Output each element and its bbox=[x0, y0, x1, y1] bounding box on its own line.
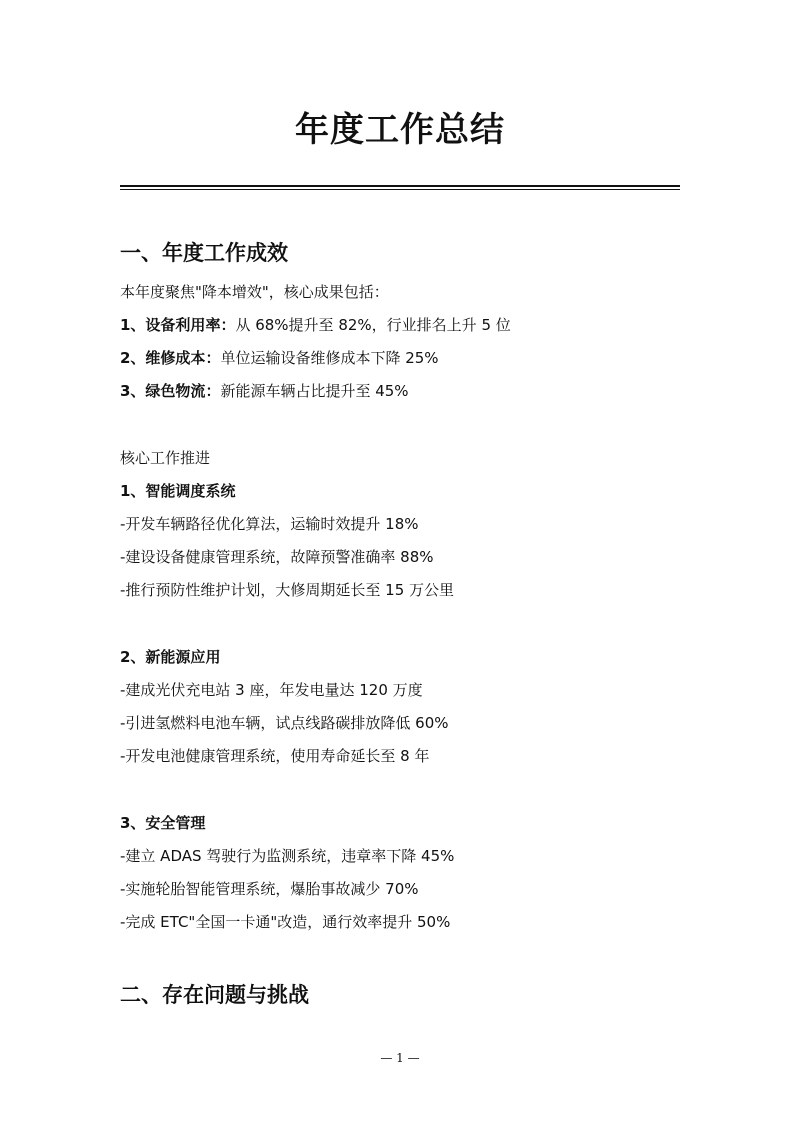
list-item: -开发车辆路径优化算法，运输时效提升 18% bbox=[120, 515, 419, 533]
list-item: -实施轮胎智能管理系统，爆胎事故减少 70% bbox=[120, 880, 419, 898]
title-divider-thick bbox=[120, 185, 680, 187]
result-label: 2、维修成本： bbox=[120, 349, 221, 367]
list-item: -开发电池健康管理系统，使用寿命延长至 8 年 bbox=[120, 747, 430, 765]
list-item: -建设设备健康管理系统，故障预警准确率 88% bbox=[120, 548, 434, 566]
title-divider-thin bbox=[120, 189, 680, 190]
page-number: — 1 — bbox=[380, 1051, 420, 1065]
section-2-heading: 二、存在问题与挑战 bbox=[120, 983, 309, 1007]
result-item bbox=[120, 314, 511, 336]
section-1-intro: 本年度聚焦"降本增效"，核心成果包括： bbox=[120, 283, 389, 301]
group-title: 3、安全管理 bbox=[120, 814, 206, 832]
result-item bbox=[120, 380, 409, 402]
result-item bbox=[120, 347, 439, 369]
group-title: 2、新能源应用 bbox=[120, 648, 221, 666]
list-item: -引进氢燃料电池车辆，试点线路碳排放降低 60% bbox=[120, 714, 449, 732]
list-item: -完成 ETC"全国一卡通"改造，通行效率提升 50% bbox=[120, 913, 451, 931]
list-item: -建成光伏充电站 3 座，年发电量达 120 万度 bbox=[120, 681, 423, 699]
result-text: 单位运输设备维修成本下降 25% bbox=[220, 349, 439, 367]
result-label: 1、设备利用率： bbox=[120, 316, 236, 334]
result-label: 3、绿色物流： bbox=[120, 382, 221, 400]
document-title: 年度工作总结 bbox=[295, 110, 505, 150]
result-text: 从 68%提升至 82%，行业排名上升 5 位 bbox=[235, 316, 511, 334]
result-text: 新能源车辆占比提升至 45% bbox=[220, 382, 409, 400]
group-title: 1、智能调度系统 bbox=[120, 482, 236, 500]
core-work-heading: 核心工作推进 bbox=[120, 449, 211, 467]
list-item: -建立 ADAS 驾驶行为监测系统，违章率下降 45% bbox=[120, 847, 455, 865]
section-1-heading: 一、年度工作成效 bbox=[120, 241, 288, 265]
list-item: -推行预防性维护计划，大修周期延长至 15 万公里 bbox=[120, 581, 455, 599]
